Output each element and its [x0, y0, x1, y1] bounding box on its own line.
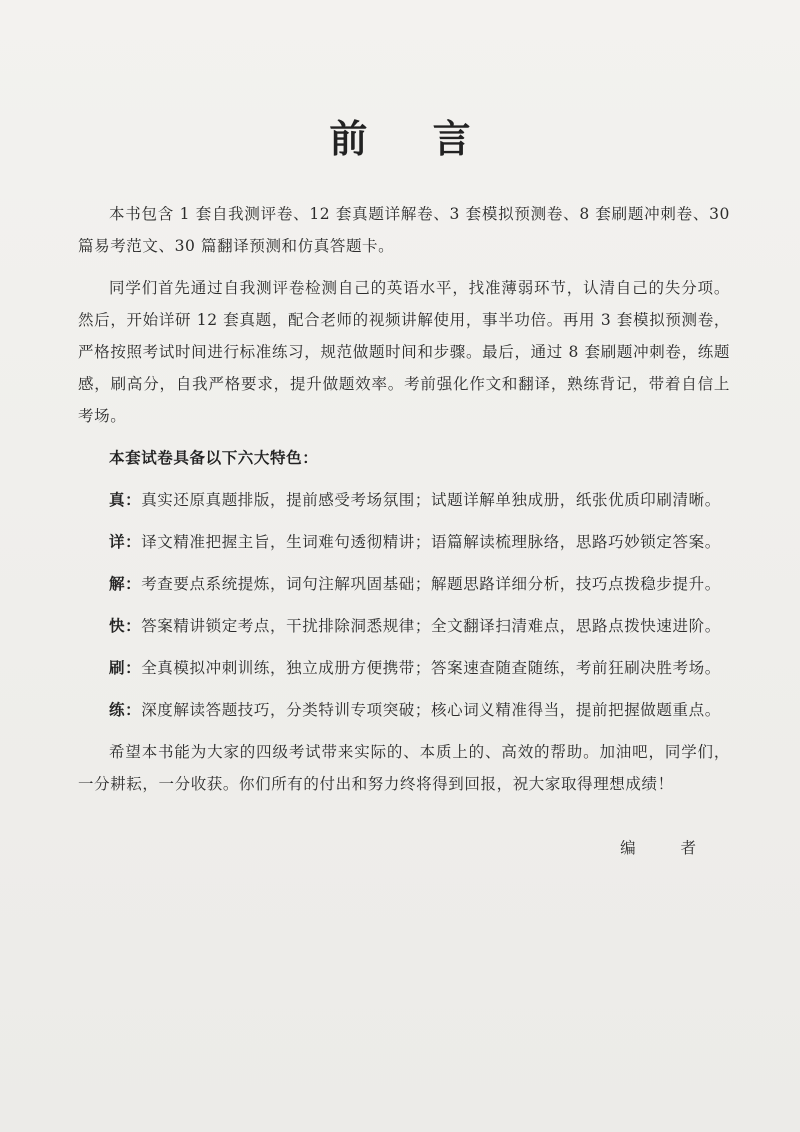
feature-label: 真： [109, 490, 142, 509]
intro-paragraph-1: 本书包含 1 套自我测评卷、12 套真题详解卷、3 套模拟预测卷、8 套刷题冲刺卷、30 篇易考范文、30 篇翻译预测和仿真答题卡。 [78, 205, 730, 255]
feature-label: 练： [109, 700, 142, 719]
feature-item-shua [78, 652, 730, 684]
author-signature: 编 者 [620, 839, 716, 857]
features-heading: 本套试卷具备以下六大特色： [109, 448, 319, 467]
page-title: 前 言 [329, 116, 497, 161]
feature-label: 详： [109, 532, 142, 551]
feature-item-zhen [78, 484, 730, 516]
feature-label: 解： [109, 574, 142, 593]
feature-label: 刷： [109, 658, 142, 677]
feature-item-lian [78, 694, 730, 726]
feature-label: 快： [109, 616, 142, 635]
feature-text: 答案精讲锁定考点，干扰排除洞悉规律；全文翻译扫清难点，思路点拨快速进阶。 [141, 617, 721, 635]
feature-text: 真实还原真题排版，提前感受考场氛围；试题详解单独成册，纸张优质印刷清晰。 [141, 491, 721, 509]
closing-paragraph: 希望本书能为大家的四级考试带来实际的、本质上的、高效的帮助。加油吧，同学们，一分耕耘，一分收获。你们所有的付出和努力终将得到回报，祝大家取得理想成绩！ [78, 743, 730, 793]
feature-text: 译文精准把握主旨，生词难句透彻精讲；语篇解读梳理脉络，思路巧妙锁定答案。 [141, 533, 721, 551]
feature-text: 深度解读答题技巧，分类特训专项突破；核心词义精准得当，提前把握做题重点。 [141, 701, 721, 719]
feature-text: 考查要点系统提炼，词句注解巩固基础；解题思路详细分析，技巧点拨稳步提升。 [141, 575, 721, 593]
feature-item-kuai [78, 610, 730, 642]
intro-paragraph-2: 同学们首先通过自我测评卷检测自己的英语水平，找准薄弱环节，认清自己的失分项。然后，开始详研 12 套真题，配合老师的视频讲解使用，事半功倍。再用 3 套模拟预测卷，严格按照考试时间进行标准练习，规范做题时间和步骤。最后，通过 8 套刷题冲刺卷，练题感，刷高分，自我严格要求，提升做题效率。考前强化作文和翻译，熟练背记，带着自信上考场。 [78, 279, 730, 425]
feature-text: 全真模拟冲刺训练，独立成册方便携带；答案速查随查随练，考前狂刷决胜考场。 [141, 659, 721, 677]
feature-item-jie [78, 568, 730, 600]
preface-body [78, 198, 730, 810]
feature-item-xiang [78, 526, 730, 558]
